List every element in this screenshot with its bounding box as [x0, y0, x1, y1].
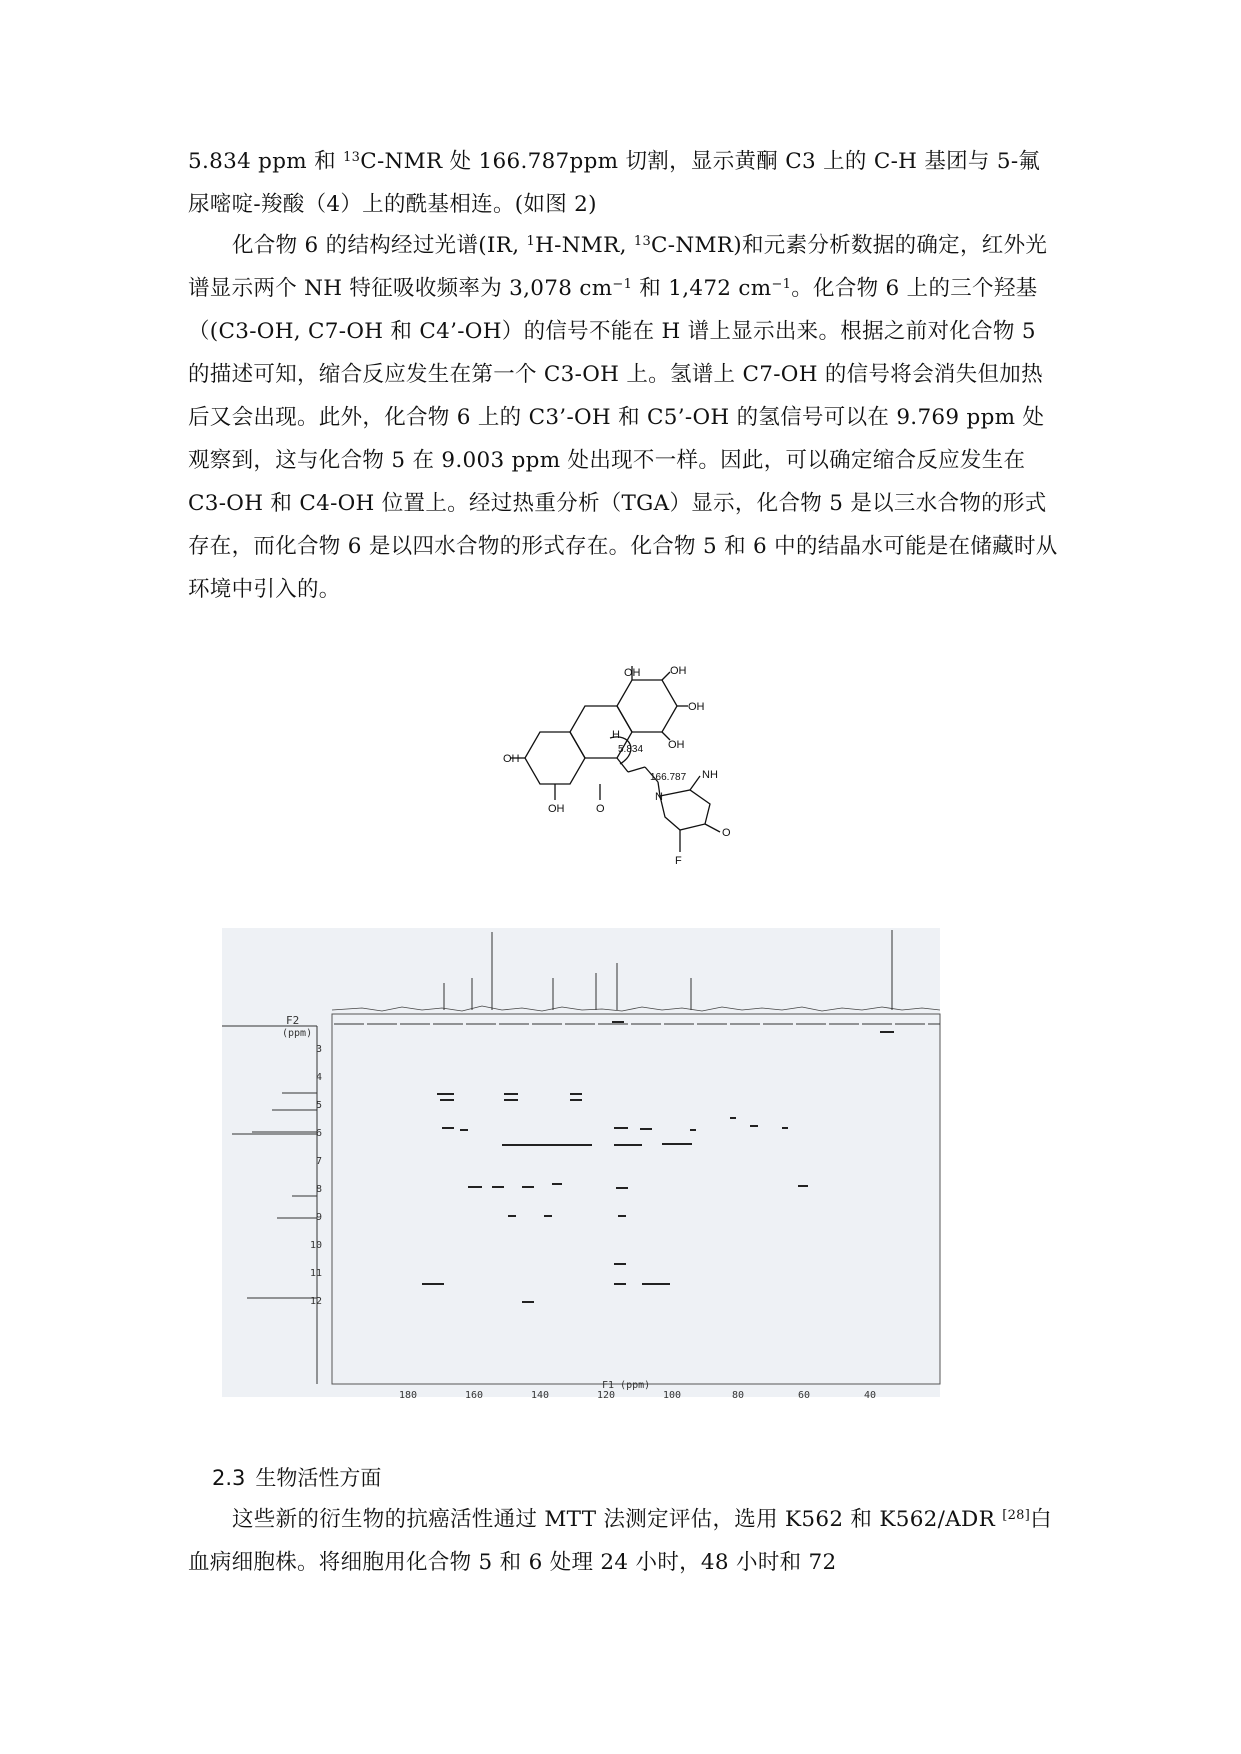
paragraph-2: 化合物 6 的结构经过光谱(IR, $^1$H-NMR, $^{13}$C-NMR)和元素分析数据的确定，红外光谱显示两个 NH 特征吸收频率为 3,078 $cm^{-1}$ 和 1,472 $cm^{-1}$。化合物 6 上的三个羟基（(C3-OH, C7-OH 和 C4’-OH）的信号不能在 H 谱上显示出来。根据之前对化合物 5 的描述可知，缩合反应发生在第一个 C3-OH 上。氢谱上 C7-OH 的信号将会消失但加热后又会出现。此外，化合物 6 上的 C3’-OH 和 C5’-OH 的氢信号可以在 9.769 ppm 处观察到，这与化合物 5 在 9.003 ppm 处出现不一样。因此，可以确定缩合反应发生在 C3-OH 和 C4-OH 位置上。经过热重分析（TGA）显示，化合物 5 是以三水合物的形式存在，而化合物 6 是以四水合物的形式存在。化合物 5 和 6 中的结晶水可能是在储藏时从环境中引入的。	[188, 233, 1058, 602]
oh-label: OH	[503, 753, 520, 765]
paragraph-1: 5.834 ppm 和 $^{13}$C-NMR 处 166.787ppm 切割，显示黄酮 C3 上的 C-H 基团与 5-氟尿嘧啶-羧酸（4）上的酰基相连。(如图 2)	[188, 149, 1041, 217]
x-tick: 180	[398, 1390, 418, 1401]
nh-label: NH	[702, 769, 718, 781]
x-tick: 160	[464, 1390, 484, 1401]
y-tick: 4	[315, 1072, 322, 1083]
f-label: F	[675, 855, 682, 867]
shift-c-label: 166.787	[650, 772, 687, 783]
h-label: H	[612, 729, 620, 741]
section-title: 生物活性方面	[255, 1466, 382, 1490]
section-number: 2.3	[212, 1466, 246, 1490]
y-tick: 3	[315, 1044, 322, 1055]
y-tick: 6	[315, 1128, 322, 1139]
o-label: O	[596, 803, 605, 815]
x-tick: 40	[863, 1390, 877, 1401]
hmbc-spectrum	[222, 928, 940, 1401]
section-heading	[212, 1462, 391, 1492]
oh-label: OH	[670, 665, 687, 677]
y-tick: 11	[309, 1268, 322, 1279]
oh-label: OH	[548, 803, 565, 815]
paragraph-3: 这些新的衍生物的抗癌活性通过 MTT 法测定评估，选用 K562 和 K562/ADR [28]白血病细胞株。将细胞用化合物 5 和 6 处理 24 小时，48 小时和 72	[188, 1507, 1052, 1575]
o-label: O	[722, 827, 731, 839]
x-tick: 100	[662, 1390, 682, 1401]
y-tick: 7	[315, 1156, 322, 1167]
x-tick: 60	[797, 1390, 811, 1401]
f1-axis-label: F1 (ppm)	[602, 1380, 651, 1391]
y-tick: 12	[309, 1296, 322, 1307]
f2-axis-label: F2	[286, 1014, 300, 1027]
y-tick: 9	[315, 1212, 322, 1223]
y-tick: 8	[315, 1184, 322, 1195]
oh-label: OH	[688, 701, 705, 713]
ppm-label: (ppm)	[282, 1028, 313, 1039]
oh-label: OH	[624, 667, 641, 679]
oh-label: OH	[668, 739, 685, 751]
chemical-structure	[500, 665, 810, 898]
x-tick: 120	[596, 1390, 616, 1401]
x-tick: 80	[731, 1390, 745, 1401]
y-tick: 5	[315, 1100, 322, 1111]
y-tick: 10	[309, 1240, 322, 1251]
x-tick: 140	[530, 1390, 550, 1401]
shift-h-label: 5.834	[618, 744, 644, 755]
n-label: N	[655, 791, 663, 803]
